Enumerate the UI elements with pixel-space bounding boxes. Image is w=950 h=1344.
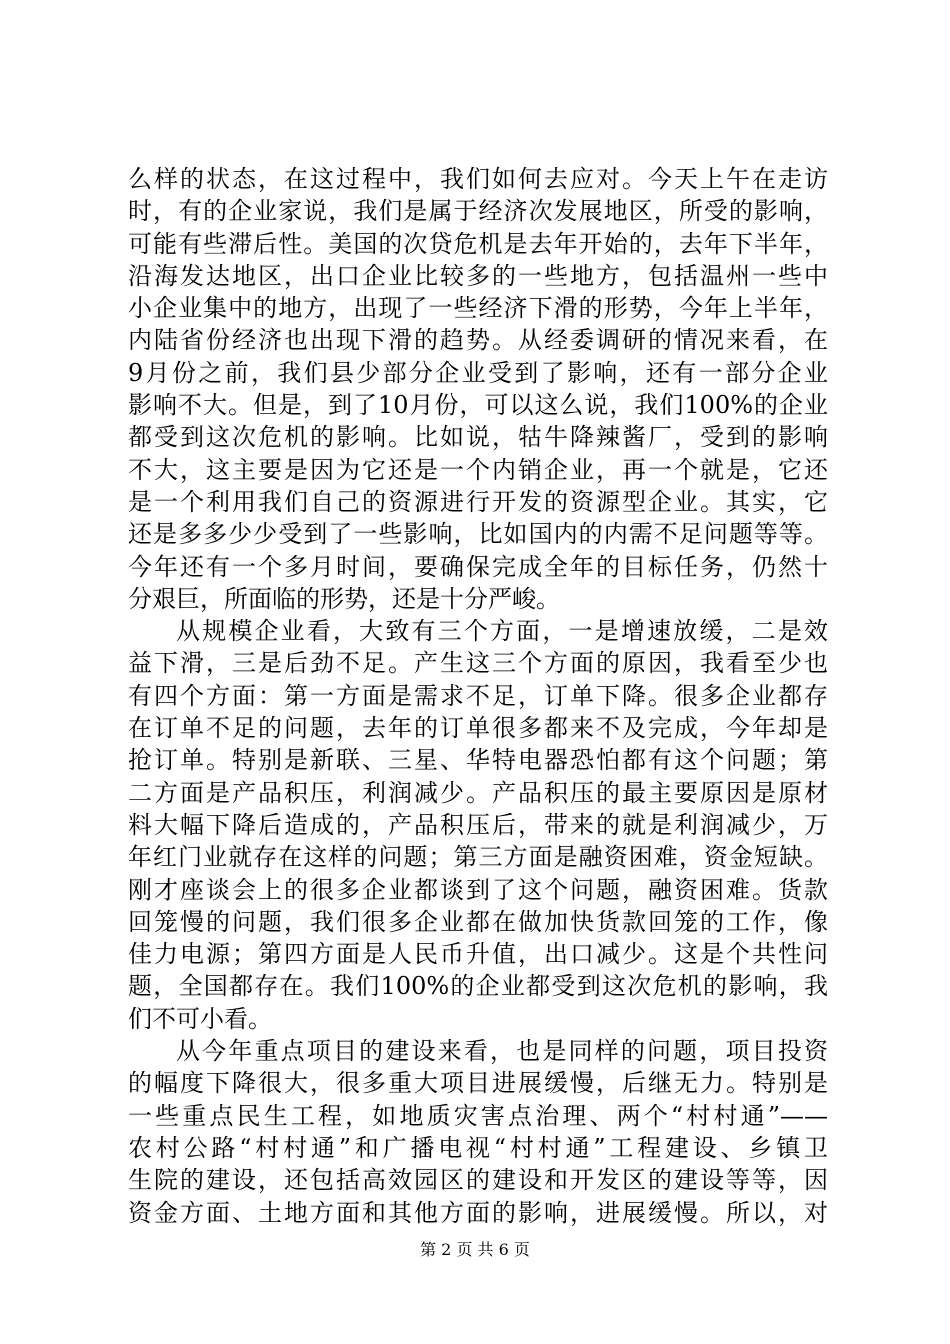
- text-line: 生院的建设，还包括高效园区的建设和开发区的建设等等，因: [128, 1166, 828, 1195]
- text-line: 们不可小看。: [128, 1004, 272, 1033]
- text-line: 回笼慢的问题，我们很多企业都在做加快货款回笼的工作，像: [128, 907, 828, 936]
- text-line: 的幅度下降很大，很多重大项目进展缓慢，后继无力。特别是: [128, 1069, 828, 1098]
- page-footer: [0, 1240, 950, 1260]
- text-line: 抢订单。特别是新联、三星、华特电器恐怕都有这个问题；第: [128, 746, 828, 775]
- page-number-label: 第 2 页 共 6 页: [420, 1240, 530, 1259]
- text-line: 一些重点民生工程，如地质灾害点治理、两个“村村通”——: [128, 1101, 828, 1130]
- text-line: 益下滑，三是后劲不足。产生这三个方面的原因，我看至少也: [128, 649, 828, 678]
- text-line: 分艰巨，所面临的形势，还是十分严峻。: [128, 584, 560, 613]
- document-body: [128, 163, 828, 1229]
- text-line: 资金方面、土地方面和其他方面的影响，进展缓慢。所以，对: [128, 1198, 828, 1227]
- text-line: 沿海发达地区，出口企业比较多的一些地方，包括温州一些中: [128, 261, 828, 290]
- text-line: 不大，这主要是因为它还是一个内销企业，再一个就是，它还: [128, 455, 828, 484]
- text-line: 还是多多少少受到了一些影响，比如国内的内需不足问题等等。: [128, 520, 828, 549]
- text-line: 题，全国都存在。我们100%的企业都受到这次危机的影响，我: [128, 972, 828, 1001]
- text-line: 可能有些滞后性。美国的次贷危机是去年开始的，去年下半年，: [128, 229, 828, 258]
- text-line: 么样的状态，在这过程中，我们如何去应对。今天上午在走访: [128, 165, 828, 193]
- text-line: 都受到这次危机的影响。比如说，牯牛降辣酱厂，受到的影响: [128, 423, 828, 452]
- text-line: 9月份之前，我们县少部分企业受到了影响，还有一部分企业: [128, 358, 828, 387]
- text-line: 年红门业就存在这样的问题；第三方面是融资困难，资金短缺。: [128, 843, 828, 872]
- text-line: 在订单不足的问题，去年的订单很多都来不及完成，今年却是: [128, 714, 828, 743]
- text-line: 二方面是产品积压，利润减少。产品积压的最主要原因是原材: [128, 778, 828, 807]
- text-line: 料大幅下降后造成的，产品积压后，带来的就是利润减少，万: [128, 810, 828, 839]
- text-line: 小企业集中的地方，出现了一些经济下滑的形势，今年上半年，: [128, 294, 828, 323]
- text-line: 内陆省份经济也出现下滑的趋势。从经委调研的情况来看，在: [128, 326, 828, 355]
- text-line: 从今年重点项目的建设来看，也是同样的问题，项目投资: [176, 1037, 828, 1066]
- text-line: 今年还有一个多月时间，要确保完成全年的目标任务，仍然十: [128, 552, 828, 581]
- text-line: 是一个利用我们自己的资源进行开发的资源型企业。其实，它: [128, 487, 828, 516]
- text-line: 影响不大。但是，到了10月份，可以这么说，我们100%的企业: [128, 391, 828, 420]
- text-line: 从规模企业看，大致有三个方面，一是增速放缓，二是效: [176, 617, 828, 646]
- text-line: 佳力电源；第四方面是人民币升值，出口减少。这是个共性问: [128, 940, 828, 969]
- text-line: 刚才座谈会上的很多企业都谈到了这个问题，融资困难。货款: [128, 875, 828, 904]
- text-line: 时，有的企业家说，我们是属于经济次发展地区，所受的影响，: [128, 197, 828, 226]
- text-line: 农村公路“村村通”和广播电视“村村通”工程建设、乡镇卫: [128, 1133, 828, 1162]
- text-line: 有四个方面：第一方面是需求不足，订单下降。很多企业都存: [128, 681, 828, 710]
